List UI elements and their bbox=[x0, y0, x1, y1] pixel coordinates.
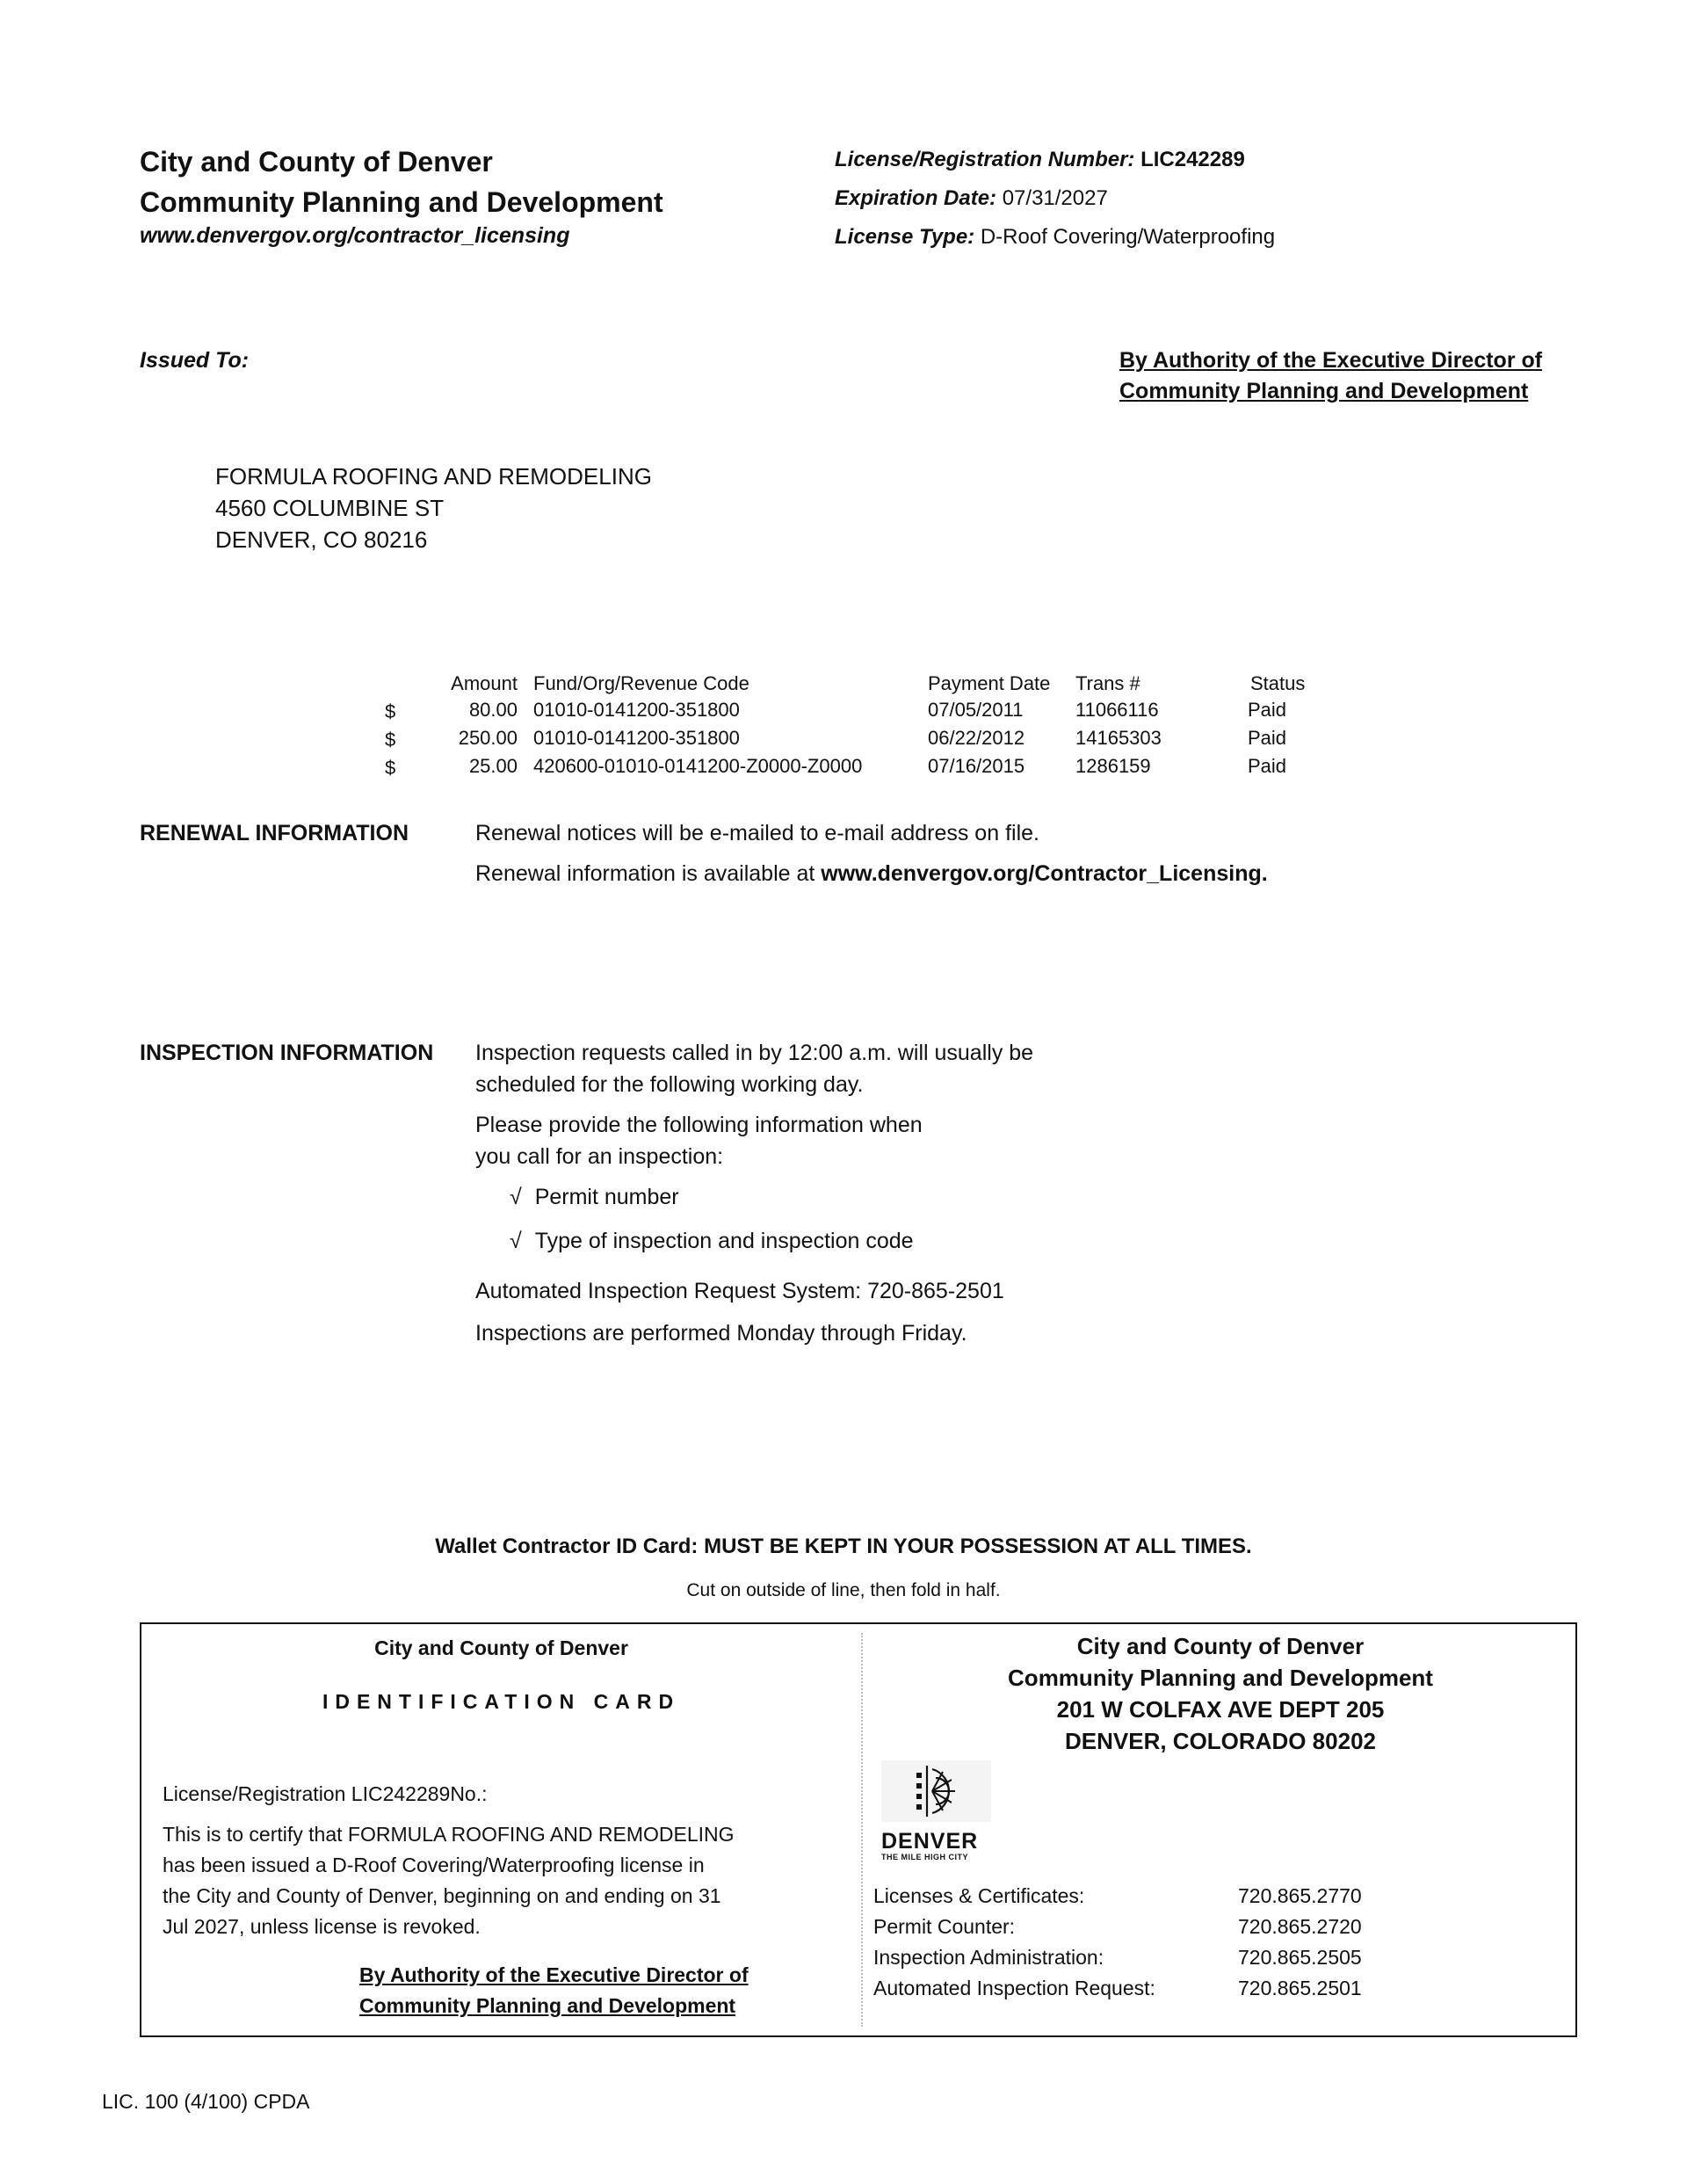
license-type-row bbox=[835, 225, 1275, 250]
fee-date: 06/22/2012 bbox=[928, 727, 1025, 749]
card-address-line-4: DENVER, COLORADO 80202 bbox=[1065, 1728, 1376, 1754]
license-type: D-Roof Covering/Waterproofing bbox=[980, 225, 1276, 249]
certification-line-2: has been issued a D-Roof Covering/Waterproofing license in bbox=[163, 1854, 705, 1876]
checklist-item bbox=[510, 1181, 679, 1213]
issued-to-label: Issued To: bbox=[140, 348, 250, 373]
card-license-number: License/Registration LIC242289No.: bbox=[163, 1782, 488, 1805]
checkmark-icon: √ bbox=[510, 1229, 522, 1253]
identification-card-label: IDENTIFICATION CARD bbox=[322, 1690, 681, 1713]
col-header-status: Status bbox=[1250, 672, 1306, 694]
licensee-name: FORMULA ROOFING AND REMODELING bbox=[215, 463, 652, 490]
inspection-line-2: scheduled for the following working day. bbox=[475, 1072, 864, 1097]
contact-label: Inspection Administration: bbox=[873, 1946, 1104, 1969]
card-heading: City and County of Denver bbox=[374, 1636, 628, 1659]
renewal-link[interactable]: www.denvergov.org/Contractor_Licensing. bbox=[821, 861, 1268, 886]
fold-line bbox=[861, 1633, 863, 2027]
certification-line-3: the City and County of Denver, beginning on and ending on 31 bbox=[163, 1884, 721, 1907]
fee-amount: 250.00 bbox=[458, 727, 518, 749]
contact-phone: 720.865.2770 bbox=[1238, 1884, 1362, 1907]
authority-line-1: By Authority of the Executive Director of bbox=[1119, 348, 1543, 373]
contact-label: Automated Inspection Request: bbox=[873, 1977, 1155, 1999]
contact-row bbox=[873, 1915, 1015, 1939]
renewal-line-2 bbox=[475, 858, 1268, 889]
fee-amount: 80.00 bbox=[468, 699, 518, 721]
expiration-date: 07/31/2027 bbox=[1002, 186, 1108, 210]
renewal-line-1: Renewal notices will be e-mailed to e-mail address on file. bbox=[475, 821, 1039, 845]
fee-date: 07/16/2015 bbox=[928, 755, 1025, 777]
logo-wordmark: DENVER bbox=[881, 1829, 979, 1854]
inspection-phone-line: Automated Inspection Request System: 720-865-2501 bbox=[475, 1279, 1004, 1303]
card-authority-line-2: Community Planning and Development bbox=[359, 1994, 736, 2017]
col-header-amount: Amount bbox=[451, 672, 518, 694]
wallet-card-title: Wallet Contractor ID Card: MUST BE KEPT IN YOUR POSSESSION AT ALL TIMES. bbox=[435, 1535, 1252, 1558]
wallet-id-card bbox=[140, 1622, 1577, 2037]
agency-name: City and County of Denver bbox=[140, 146, 493, 178]
contact-label: Permit Counter: bbox=[873, 1915, 1016, 1938]
currency-symbol: $ bbox=[385, 700, 396, 722]
licensee-street: 4560 COLUMBINE ST bbox=[215, 495, 445, 521]
fee-code: 420600-01010-0141200-Z0000-Z0000 bbox=[533, 755, 863, 777]
contact-label: Licenses & Certificates: bbox=[873, 1884, 1085, 1907]
sun-mountain-icon bbox=[881, 1760, 991, 1822]
checkmark-icon: √ bbox=[510, 1185, 522, 1209]
card-address-line-3: 201 W COLFAX AVE DEPT 205 bbox=[1056, 1696, 1385, 1723]
fee-status: Paid bbox=[1248, 699, 1287, 721]
contact-phone: 720.865.2720 bbox=[1238, 1915, 1362, 1938]
contact-phone: 720.865.2505 bbox=[1238, 1946, 1362, 1969]
currency-symbol: $ bbox=[385, 757, 396, 779]
denver-logo bbox=[881, 1760, 991, 1861]
contact-row bbox=[873, 1884, 1084, 1908]
department-name: Community Planning and Development bbox=[140, 186, 663, 218]
fee-trans: 14165303 bbox=[1075, 727, 1162, 749]
col-header-code: Fund/Org/Revenue Code bbox=[533, 672, 749, 694]
license-number-label: License/Registration Number: bbox=[835, 148, 1135, 171]
checklist-label: Permit number bbox=[534, 1185, 679, 1209]
fee-status: Paid bbox=[1248, 755, 1287, 777]
contact-phone: 720.865.2501 bbox=[1238, 1977, 1362, 1999]
contact-row bbox=[873, 1946, 1104, 1970]
license-number: LIC242289 bbox=[1140, 148, 1245, 171]
fee-trans: 11066116 bbox=[1075, 699, 1159, 721]
checklist-label: Type of inspection and inspection code bbox=[534, 1229, 914, 1253]
cut-instructions: Cut on outside of line, then fold in half. bbox=[686, 1580, 1001, 1600]
form-code: LIC. 100 (4/100) CPDA bbox=[102, 2090, 310, 2113]
license-number-row bbox=[835, 148, 1245, 172]
inspection-line-4: you call for an inspection: bbox=[475, 1144, 724, 1169]
logo-tagline: THE MILE HIGH CITY bbox=[881, 1853, 968, 1861]
license-type-label: License Type: bbox=[835, 225, 975, 249]
checklist-item bbox=[510, 1225, 914, 1257]
inspection-line-3: Please provide the following information when bbox=[475, 1113, 923, 1137]
col-header-trans: Trans # bbox=[1075, 672, 1140, 694]
expiration-row bbox=[835, 186, 1108, 211]
expiration-label: Expiration Date: bbox=[835, 186, 997, 210]
card-address-line-2: Community Planning and Development bbox=[1008, 1665, 1433, 1691]
certification-line-4: Jul 2027, unless license is revoked. bbox=[163, 1915, 481, 1938]
fee-trans: 1286159 bbox=[1075, 755, 1151, 777]
certification-line-1: This is to certify that FORMULA ROOFING AND REMODELING bbox=[163, 1823, 735, 1846]
fee-amount: 25.00 bbox=[468, 755, 518, 777]
renewal-label: RENEWAL INFORMATION bbox=[140, 821, 409, 845]
authority-line-2: Community Planning and Development bbox=[1119, 379, 1529, 403]
licensee-city: DENVER, CO 80216 bbox=[215, 526, 428, 553]
col-header-date: Payment Date bbox=[928, 672, 1051, 694]
currency-symbol: $ bbox=[385, 729, 396, 751]
agency-url[interactable]: www.denvergov.org/contractor_licensing bbox=[140, 223, 570, 248]
inspection-label: INSPECTION INFORMATION bbox=[140, 1041, 434, 1065]
renewal-prefix: Renewal information is available at bbox=[475, 861, 815, 886]
contact-row bbox=[873, 1977, 1155, 2000]
card-address-line-1: City and County of Denver bbox=[1076, 1633, 1365, 1659]
card-authority-line-1: By Authority of the Executive Director of bbox=[359, 1963, 749, 1986]
fee-date: 07/05/2011 bbox=[928, 699, 1024, 721]
inspection-days-line: Inspections are performed Monday through Friday. bbox=[475, 1321, 967, 1346]
inspection-line-1: Inspection requests called in by 12:00 a.m. will usually be bbox=[475, 1041, 1034, 1065]
fee-code: 01010-0141200-351800 bbox=[533, 727, 740, 749]
fee-status: Paid bbox=[1248, 727, 1287, 749]
fee-code: 01010-0141200-351800 bbox=[533, 699, 740, 721]
